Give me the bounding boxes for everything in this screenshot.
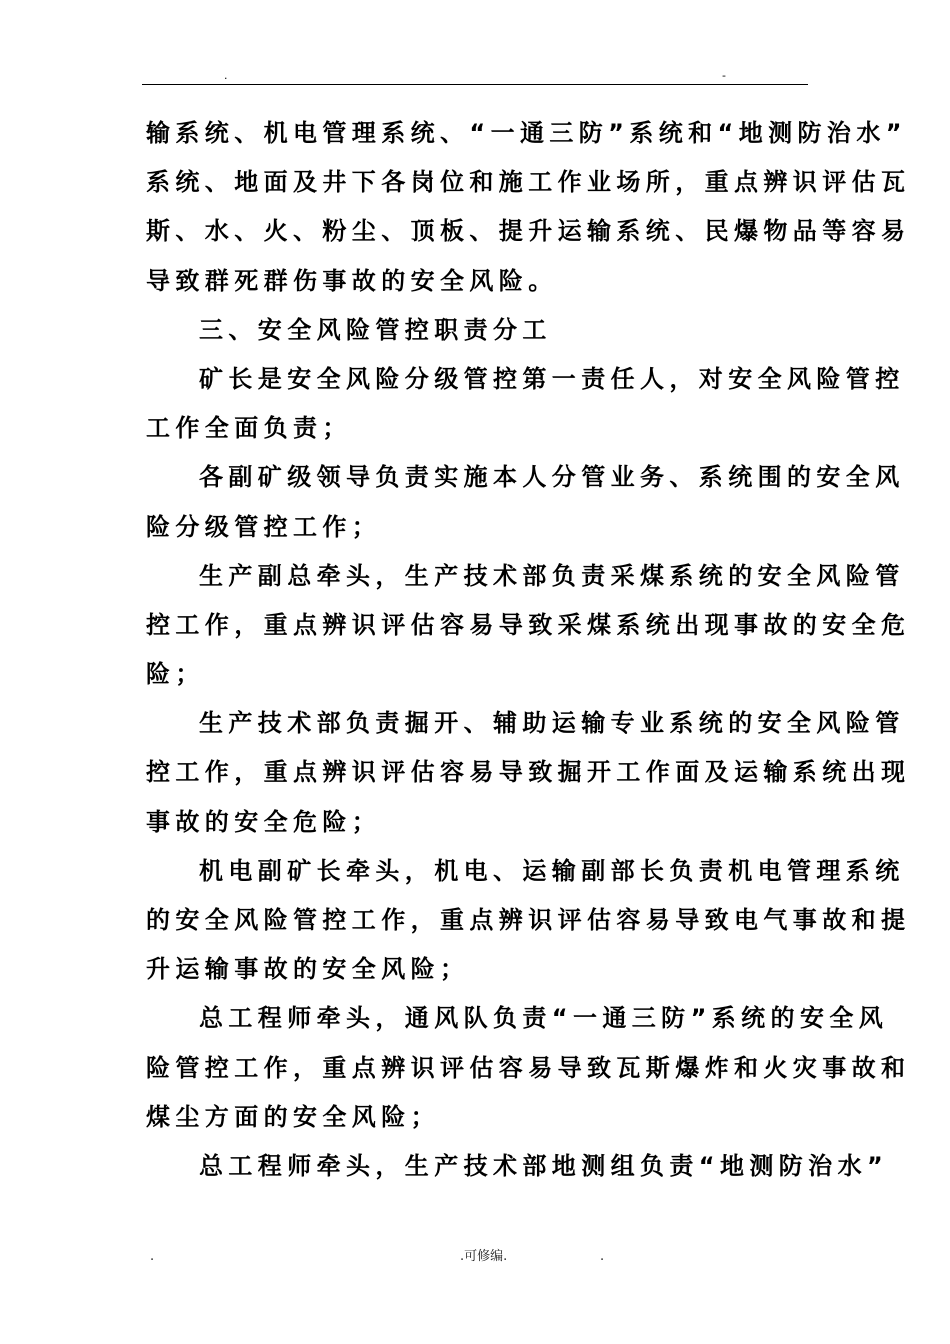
text-line: 升运输事故的安全风险； (146, 955, 470, 984)
text-line: 险； (146, 660, 205, 689)
text-line: 险分级管控工作； (146, 512, 382, 541)
footer-right-dot: . (600, 1249, 605, 1264)
text-line: 事故的安全危险； (146, 807, 382, 836)
text-line: 险管控工作，重点辨识评估容易导致瓦斯爆炸和火灾事故和 (146, 1053, 911, 1082)
document-body (146, 109, 911, 1191)
text-line: 各副矿级领导负责实施本人分管业务、系统围的安全风 (199, 463, 905, 492)
text-line: 系统、地面及井下各岗位和施工作业场所，重点辨识评估瓦 (146, 168, 911, 197)
text-line: 输系统、机电管理系统、“一通三防”系统和“地测防治水” (146, 119, 907, 147)
text-line: 矿长是安全风险分级管控第一责任人，对安全风险管控 (199, 364, 905, 393)
text-line: 斯、水、火、粉尘、顶板、提升运输系统、民爆物品等容易 (146, 217, 911, 246)
text-line: 生产技术部负责掘开、辅助运输专业系统的安全风险管 (199, 709, 905, 738)
footer-editable-note: .可修编. (460, 1249, 508, 1264)
header-dot: . (224, 69, 228, 82)
text-line: 总工程师牵头，通风队负责“一通三防”系统的安全风 (199, 1004, 889, 1033)
text-line: 工作全面负责； (146, 414, 352, 443)
text-line: 的安全风险管控工作，重点辨识评估容易导致电气事故和提 (146, 906, 911, 934)
footer-left-dot: . (150, 1249, 155, 1264)
text-line: 三、安全风险管控职责分工 (199, 315, 552, 344)
text-line: 导致群死群伤事故的安全风险。 (146, 266, 558, 295)
header-rule (142, 84, 808, 85)
text-line: 控工作，重点辨识评估容易导致采煤系统出现事故的安全危 (146, 610, 911, 639)
header-dash: - (722, 69, 726, 82)
text-line: 机电副矿长牵头，机电、运输副部长负责机电管理系统 (199, 856, 905, 885)
text-line: 生产副总牵头，生产技术部负责采煤系统的安全风险管 (199, 561, 905, 590)
text-line: 总工程师牵头，生产技术部地测组负责“地测防治水” (199, 1151, 889, 1180)
text-line: 控工作，重点辨识评估容易导致掘开工作面及运输系统出现 (146, 758, 911, 787)
text-line: 煤尘方面的安全风险； (146, 1102, 440, 1131)
